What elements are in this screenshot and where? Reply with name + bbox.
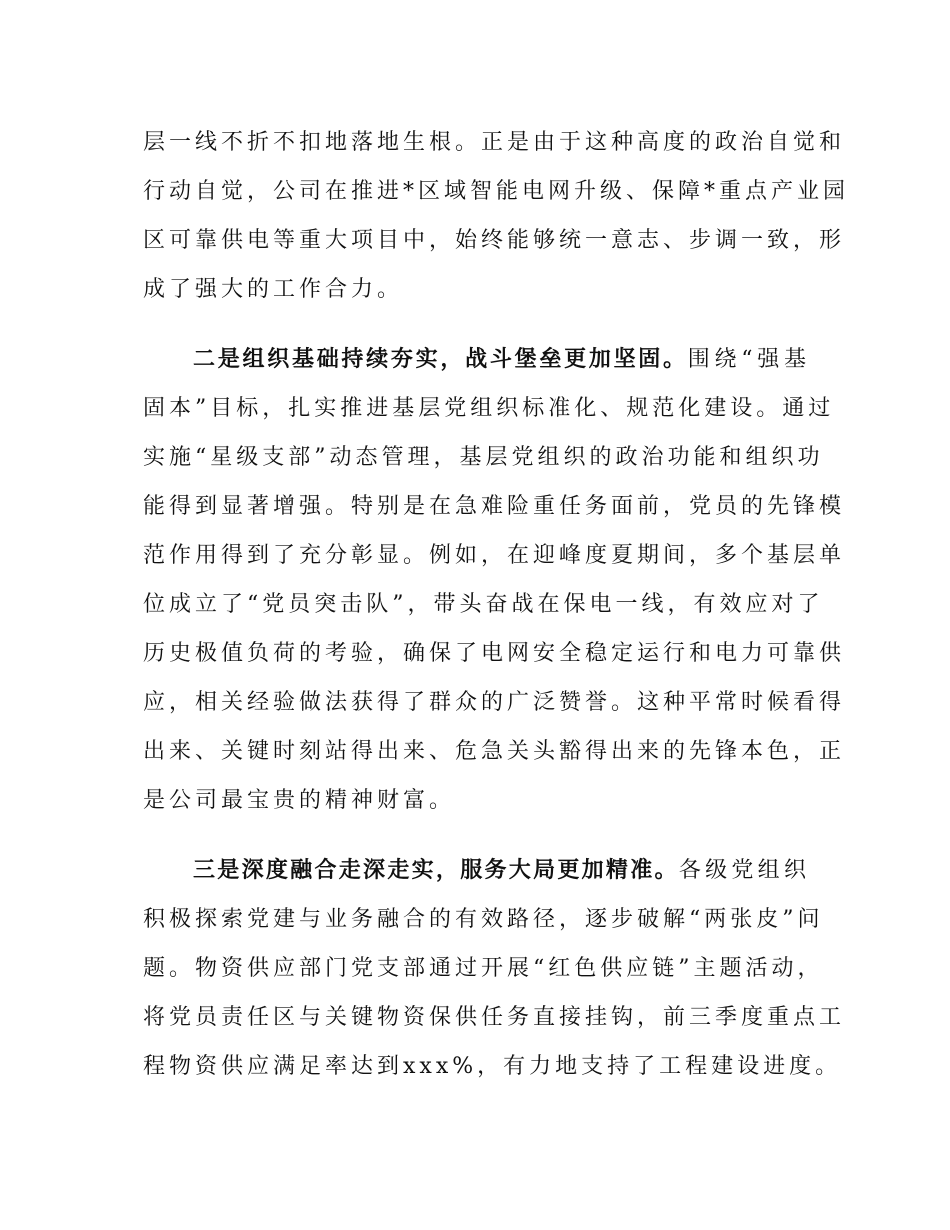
text-line: 题。物资供应部门党支部通过开展“红色供应链”主题活动， <box>143 956 824 981</box>
text-run: 围绕“强基 <box>687 347 810 372</box>
text-line: 能得到显著增强。特别是在急难险重任务面前，党员的先锋模 <box>143 494 846 519</box>
paragraph-heading: 三是深度融合走深走实，服务大局更加精准。 <box>193 858 679 883</box>
text-line <box>143 341 810 390</box>
text-line: 行动自觉，公司在推进*区域智能电网升级、保障*重点产业园 <box>143 179 850 204</box>
text-line: 出来、关键时刻站得出来、危急关头豁得出来的先锋本色，正 <box>143 739 846 764</box>
text-line: 成了强大的工作合力。 <box>143 277 404 302</box>
text-line: 应，相关经验做法获得了群众的广泛赞誉。这种平常时候看得 <box>143 690 846 715</box>
text-line: 固本”目标，扎实推进基层党组织标准化、规范化建设。通过 <box>143 396 835 421</box>
paragraph-1 <box>143 124 850 320</box>
text-line: 实施“星级支部”动态管理，基层党组织的政治功能和组织功 <box>143 445 824 470</box>
paragraph-3 <box>143 852 846 1097</box>
text-line <box>143 852 810 901</box>
text-line: 区可靠供电等重大项目中，始终能够统一意志、步调一致，形 <box>143 228 846 253</box>
paragraph-heading: 二是组织基础持续夯实，战斗堡垒更加坚固。 <box>193 347 688 372</box>
text-run: 各级党组织 <box>678 858 810 883</box>
document-page <box>143 124 850 1118</box>
paragraph-2 <box>143 341 846 831</box>
text-line: 积极探索党建与业务融合的有效路径，逐步破解“两张皮”问 <box>143 907 824 932</box>
text-line: 是公司最宝贵的精神财富。 <box>143 788 456 813</box>
text-line: 位成立了“党员突击队”，带头奋战在保电一线，有效应对了 <box>143 592 824 617</box>
text-line: 层一线不折不扣地落地生根。正是由于这种高度的政治自觉和 <box>143 130 846 155</box>
text-line: 历史极值负荷的考验，确保了电网安全稳定运行和电力可靠供 <box>143 641 846 666</box>
text-line: 程物资供应满足率达到xxx%，有力地支持了工程建设进度。 <box>143 1054 842 1079</box>
text-line: 将党员责任区与关键物资保供任务直接挂钩，前三季度重点工 <box>143 1005 846 1030</box>
text-line: 范作用得到了充分彰显。例如，在迎峰度夏期间，多个基层单 <box>143 543 846 568</box>
